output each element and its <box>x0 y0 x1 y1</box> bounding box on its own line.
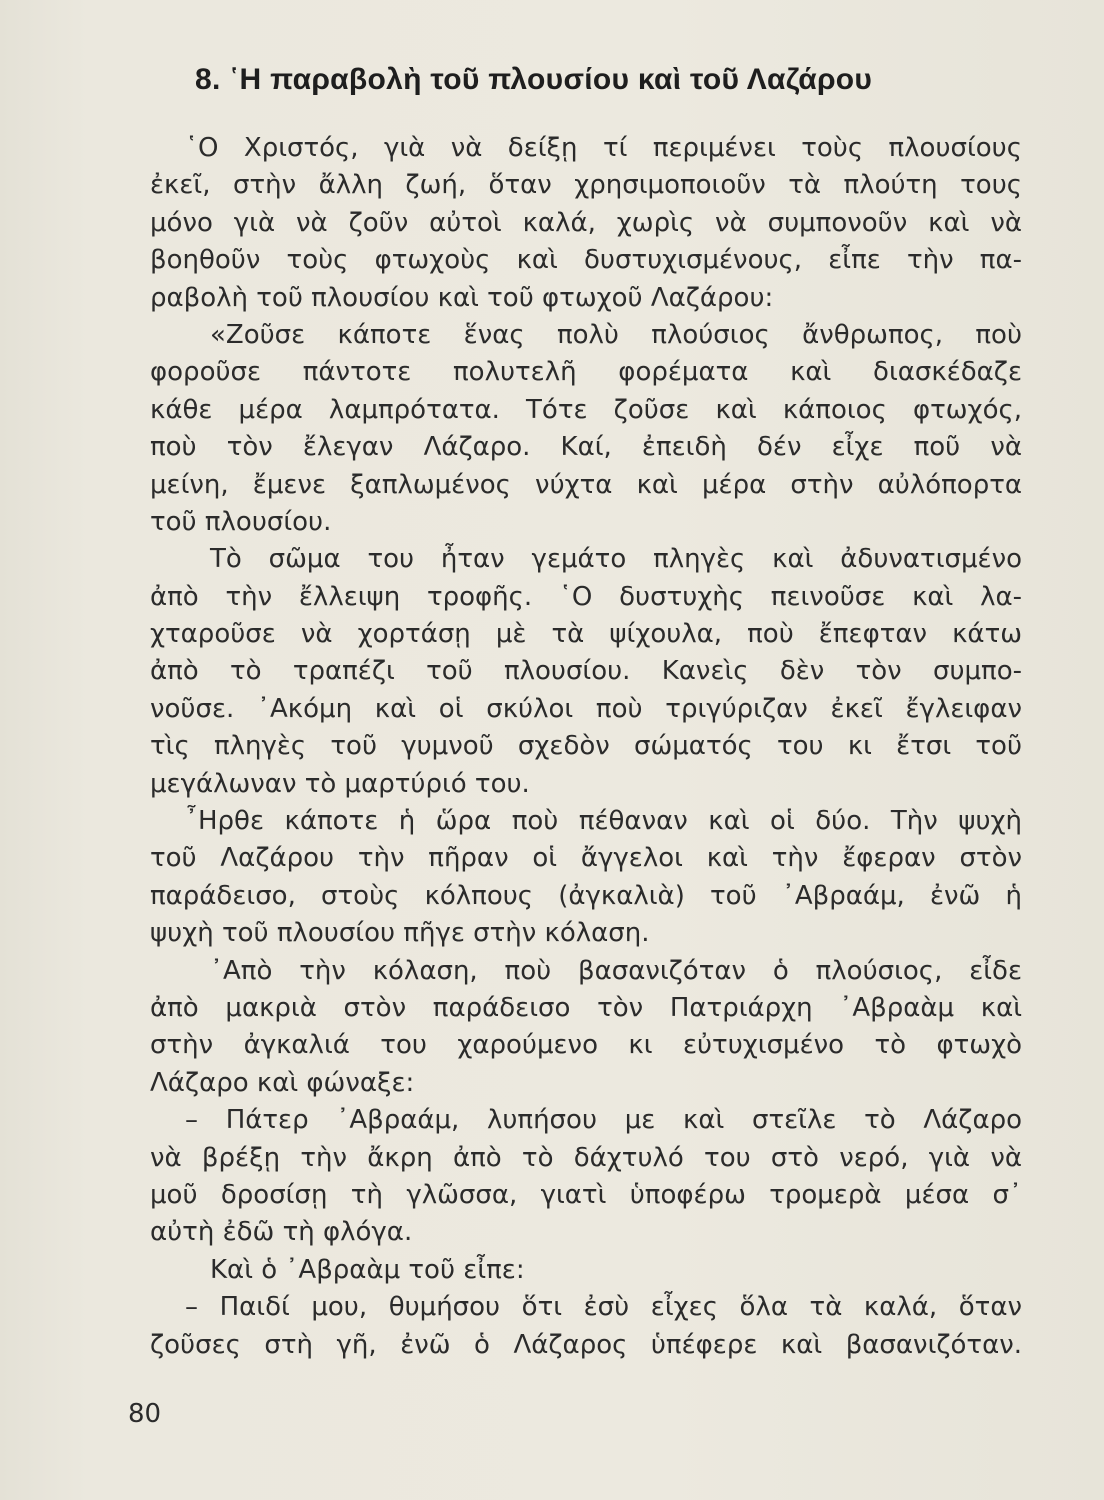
text-line: ἀπὸ τὴν ἔλλειψη τροφῆς. ῾Ο δυστυχὴς πεινοῦσε καὶ λα- <box>150 581 1022 612</box>
text-line: παράδεισο, στοὺς κόλπους (ἀγκαλιὰ) τοῦ ᾿Αβραάμ, ἐνῶ ἡ <box>150 880 1022 911</box>
text-line: ποὺ τὸν ἔλεγαν Λάζαρο. Καί, ἐπειδὴ δέν εἶχε ποῦ νὰ <box>150 432 1022 463</box>
text-line: – Παιδί μου, θυμήσου ὅτι ἐσὺ εἶχες ὅλα τὰ καλά, ὅταν <box>185 1292 1022 1323</box>
text-line: χταροῦσε νὰ χορτάσῃ μὲ τὰ ψίχουλα, ποὺ ἔπεφταν κάτω <box>150 619 1022 650</box>
text-line: μείνη, ἔμενε ξαπλωμένος νύχτα καὶ μέρα στὴν αὐλόπορτα <box>150 469 1022 500</box>
text-line: ἀπὸ μακριὰ στὸν παράδεισο τὸν Πατριάρχη ᾿Αβραὰμ καὶ <box>150 992 1022 1023</box>
text-line: ραβολὴ τοῦ πλουσίου καὶ τοῦ φτωχοῦ Λαζάρου: <box>150 282 774 313</box>
text-line: στὴν ἀγκαλιά του χαρούμενο κι εὐτυχισμένο τὸ φτωχὸ <box>150 1030 1022 1061</box>
text-line: ῾Ο Χριστός, γιὰ νὰ δείξῃ τί περιμένει τοὺς πλουσίους <box>185 133 1022 163</box>
text-line: ψυχὴ τοῦ πλουσίου πῆγε στὴν κόλαση. <box>150 918 650 949</box>
text-line: μόνο γιὰ νὰ ζοῦν αὐτοὶ καλά, χωρὶς νὰ συμπονοῦν καὶ νὰ <box>150 207 1022 238</box>
text-line: αὐτὴ ἐδῶ τὴ φλόγα. <box>150 1217 413 1248</box>
text-line: φοροῦσε πάντοτε πολυτελῆ φορέματα καὶ διασκέδαζε <box>150 357 1022 388</box>
text-line: ᾿Απὸ τὴν κόλαση, ποὺ βασανιζόταν ὁ πλούσιος, εἶδε <box>210 955 1022 986</box>
text-line: ζοῦσες στὴ γῆ, ἐνῶ ὁ Λάζαρος ὑπέφερε καὶ βασανιζόταν. <box>150 1329 1022 1360</box>
text-line: βοηθοῦν τοὺς φτωχοὺς καὶ δυστυχισμένους, εἶπε τὴν πα- <box>150 245 1022 276</box>
text-line: ἐκεῖ, στὴν ἄλλη ζωή, ὅταν χρησιμοποιοῦν τὰ πλούτη τους <box>150 170 1022 201</box>
text-line: μοῦ δροσίσῃ τὴ γλῶσσα, γιατὶ ὑποφέρω τρομερὰ μέσα σ᾿ <box>150 1179 1022 1210</box>
text-line: – Πάτερ ᾿Αβραάμ, λυπήσου με καὶ στεῖλε τὸ Λάζαρο <box>185 1105 1022 1136</box>
text-line: ἀπὸ τὸ τραπέζι τοῦ πλουσίου. Κανεὶς δὲν τὸν συμπο- <box>150 656 1022 687</box>
body-text <box>150 130 1022 1364</box>
page-number: 80 <box>128 1399 162 1429</box>
text-line: Λάζαρο καὶ φώναξε: <box>150 1067 415 1098</box>
text-line: κάθε μέρα λαμπρότατα. Τότε ζοῦσε καὶ κάποιος φτωχός, <box>150 394 1022 425</box>
text-line: τοῦ πλουσίου. <box>150 506 332 537</box>
text-line: Καὶ ὁ ᾿Αβραὰμ τοῦ εἶπε: <box>210 1254 525 1285</box>
text-line: τὶς πληγὲς τοῦ γυμνοῦ σχεδὸν σώματός του κι ἔτσι τοῦ <box>150 731 1022 762</box>
text-line: τοῦ Λαζάρου τὴν πῆραν οἱ ἄγγελοι καὶ τὴν ἔφεραν στὸν <box>150 843 1022 874</box>
text-line: Τὸ σῶμα του ἦταν γεμάτο πληγὲς καὶ ἀδυνατισμένο <box>210 544 1022 575</box>
section-heading: 8. ῾Η παραβολὴ τοῦ πλουσίου καὶ τοῦ Λαζάρου <box>195 63 873 96</box>
text-line: νοῦσε. ᾿Ακόμη καὶ οἱ σκύλοι ποὺ τριγύριζαν ἐκεῖ ἔγλειφαν <box>150 693 1022 724</box>
text-line: νὰ βρέξῃ τὴν ἄκρη ἀπὸ τὸ δάχτυλό του στὸ νερό, γιὰ νὰ <box>150 1142 1022 1173</box>
text-line: μεγάλωναν τὸ μαρτύριό του. <box>150 768 530 799</box>
text-line: ῏Ηρθε κάποτε ἡ ὥρα ποὺ πέθαναν καὶ οἱ δύο. Τὴν ψυχὴ <box>185 806 1022 837</box>
text-line: «Ζοῦσε κάποτε ἕνας πολὺ πλούσιος ἄνθρωπος, ποὺ <box>210 319 1022 350</box>
